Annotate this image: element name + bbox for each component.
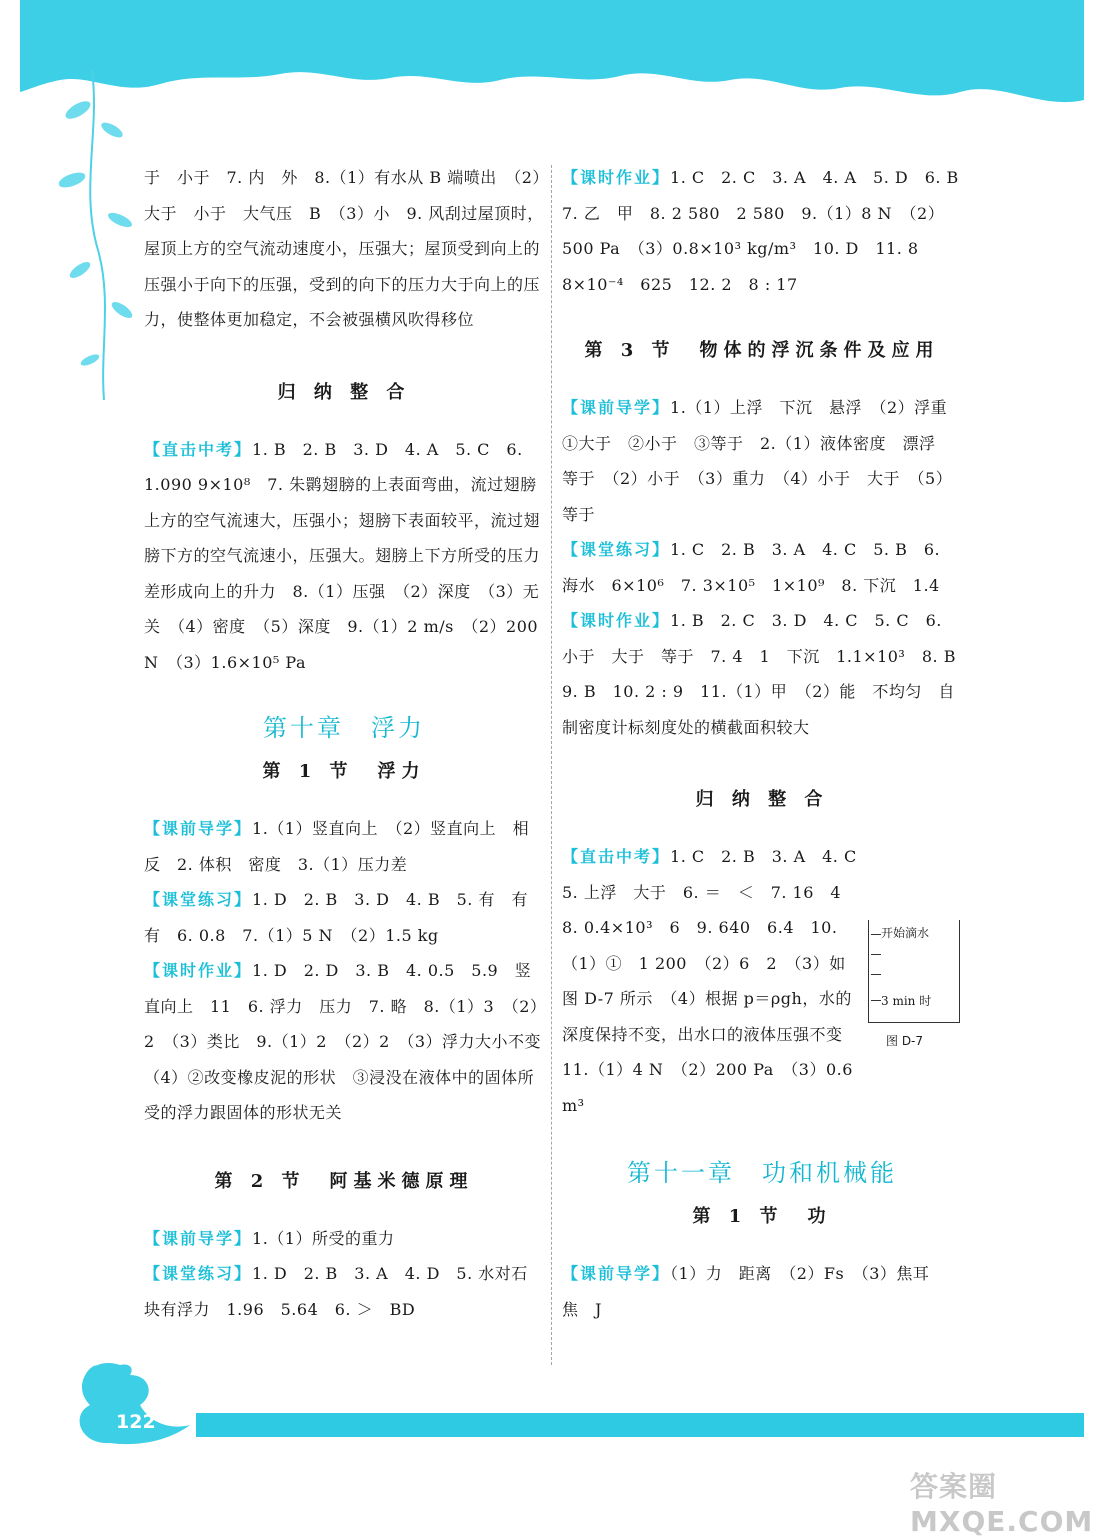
section-tag: 【课时作业】 [144,961,253,980]
answer-text: 1. C 2. B 3. A 4. C 5. 上浮 大于 6. ＝ ＜ 7. 16 4 8. 0.4×10³ 6 9. 640 6.4 10.（1）① 1 200 （2）6 2 （3）如图 D-7 所示 （4）根据 p＝ρgh，水的深度保持不变，出水口的液体压强不变 11.（1）4 N （2）200 Pa （3）0.6 m³ [562,847,874,1115]
answer-paragraph [562,603,973,745]
figure-d7 [868,920,964,1048]
section-tag: 【直击中考】 [562,847,671,866]
answer-text: （1）力 距离 （2）Fs （3）焦耳 焦 J [562,1264,946,1319]
answer-text: 1. D 2. B 3. A 4. D 5. 水对石块有浮力 1.96 5.64 6. ＞ BD [144,1264,528,1319]
answer-paragraph [562,160,976,302]
answer-paragraph [144,882,544,953]
answer-paragraph [144,1256,544,1327]
answer-paragraph [144,432,544,681]
section-heading: 第 1 节 功 [692,1206,832,1227]
answer-paragraph [562,839,874,1123]
section-heading: 归 纳 整 合 [277,381,411,403]
watermark: 答案圈 MXQE.COM [910,1470,1094,1538]
section-tag: 【课前导学】 [144,1228,253,1248]
answer-text: 1. C 2. B 3. A 4. C 5. B 6. 海水 6×10⁶ 7. 3×10⁵ 1×10⁹ 8. 下沉 1.4 [562,540,941,595]
container-diagram [868,920,960,1023]
section-tag: 【课堂练习】 [562,540,671,559]
section-heading: 第 2 节 阿基米德原理 [214,1170,474,1192]
scale-tick [871,954,881,955]
answer-paragraph [144,1221,544,1257]
answer-paragraph: 于 小于 7. 内 外 8.（1）有水从 B 端喷出 （2）大于 小于 大气压 B （3）小 9. 风刮过屋顶时，屋顶上方的空气流动速度小，压强大；屋顶受到向上的压强小于向下的压强，受到的向下的压力大于向上的压力，使整体更加稳定，不会被强横风吹得移位 [144,168,544,329]
chapter-title: 第十一章 功和机械能 [627,1159,897,1187]
footer-bar [196,1413,1084,1437]
answer-text: 1.（1）竖直向上 （2）竖直向上 相反 2. 体积 密度 3.（1）压力差 [144,819,530,874]
figure-label-bottom: 3 min 时 [881,994,932,1008]
left-column [144,160,558,1327]
answer-paragraph [562,1256,962,1327]
answer-text: 1.（1）所受的重力 [252,1228,395,1248]
section-tag: 【直击中考】 [144,439,253,459]
section-tag: 【课堂练习】 [144,890,253,909]
answer-paragraph [144,953,558,1131]
section-tag: 【课前导学】 [144,819,253,838]
figure-caption: 图 D-7 [886,1034,924,1048]
answer-text: 1. D 2. D 3. B 4. 0.5 5.9 竖直向上 11 6. 浮力 压力 7. 略 8.（1）3 （2）2 （3）类比 9.（1）2 （2）2 （3）浮力大小不变 （4）②改变橡皮泥的形状 ③浸没在液体中的固体所受的浮力跟固体的形状无关 [144,961,558,1122]
chapter-title: 第十章 浮力 [263,714,425,742]
answer-paragraph [562,390,962,532]
section-heading: 归 纳 整 合 [695,789,829,810]
section-heading: 第 3 节 物体的浮沉条件及应用 [584,340,940,361]
section-tag: 【课时作业】 [562,168,671,187]
section-tag: 【课前导学】 [562,1264,671,1283]
vine-decoration [40,70,150,410]
answer-text: 1. D 2. B 3. D 4. B 5. 有 有 有 6. 0.8 7.（1）5 N （2）1.5 kg [144,890,545,945]
section-heading: 第 1 节 浮力 [262,761,426,782]
column-divider [551,165,552,1365]
section-tag: 【课堂练习】 [144,1264,253,1283]
figure-label-top: 开始滴水 [881,926,930,940]
top-wave-banner [0,0,1096,150]
answer-text: 1. C 2. C 3. A 4. A 5. D 6. B 7. 乙 甲 8. 2 580 2 580 9.（1）8 N （2）500 Pa （3）0.8×10³ kg/m³ 10. D 11. 8 8×10⁻⁴ 625 12. 2 8 : 17 [562,168,976,294]
answer-text: 1. B 2. B 3. D 4. A 5. C 6. 1.090 9×10⁸ 7. 朱鹮翅膀的上表面弯曲，流过翅膀上方的空气流速大，压强小；翅膀下表面较平，流过翅膀下方的空气流速小，压强大。翅膀上下方所受的压力差形成向上的升力 8.（1）压强 （2）深度 （3）无关 （4）密度 （5）深度 9.（1）2 m/s （2）200 N （3）1.6×10⁵ Pa [144,439,541,672]
scale-tick [871,1000,881,1001]
section-tag: 【课时作业】 [562,611,671,630]
page-number: 122 [116,1411,156,1433]
section-tag: 【课前导学】 [562,398,671,417]
answer-paragraph [144,811,544,882]
right-column [562,160,976,1327]
scale-tick [871,934,881,935]
answer-text: 1. B 2. C 3. D 4. C 5. C 6. 小于 大于 等于 7. 4 1 下沉 1.1×10³ 8. B 9. B 10. 2 : 9 11.（1）甲 （2）能 不均匀 自制密度计标刻度处的横截面积较大 [562,611,973,737]
page-number-ornament [60,1345,200,1455]
answer-text: 1.（1）上浮 下沉 悬浮 （2）浮重 ①大于 ②小于 ③等于 2.（1）液体密度 漂浮 等于 （2）小于 （3）重力 （4）小于 大于 （5）等于 [562,398,964,524]
answer-paragraph [562,532,962,603]
scale-tick [871,974,881,975]
